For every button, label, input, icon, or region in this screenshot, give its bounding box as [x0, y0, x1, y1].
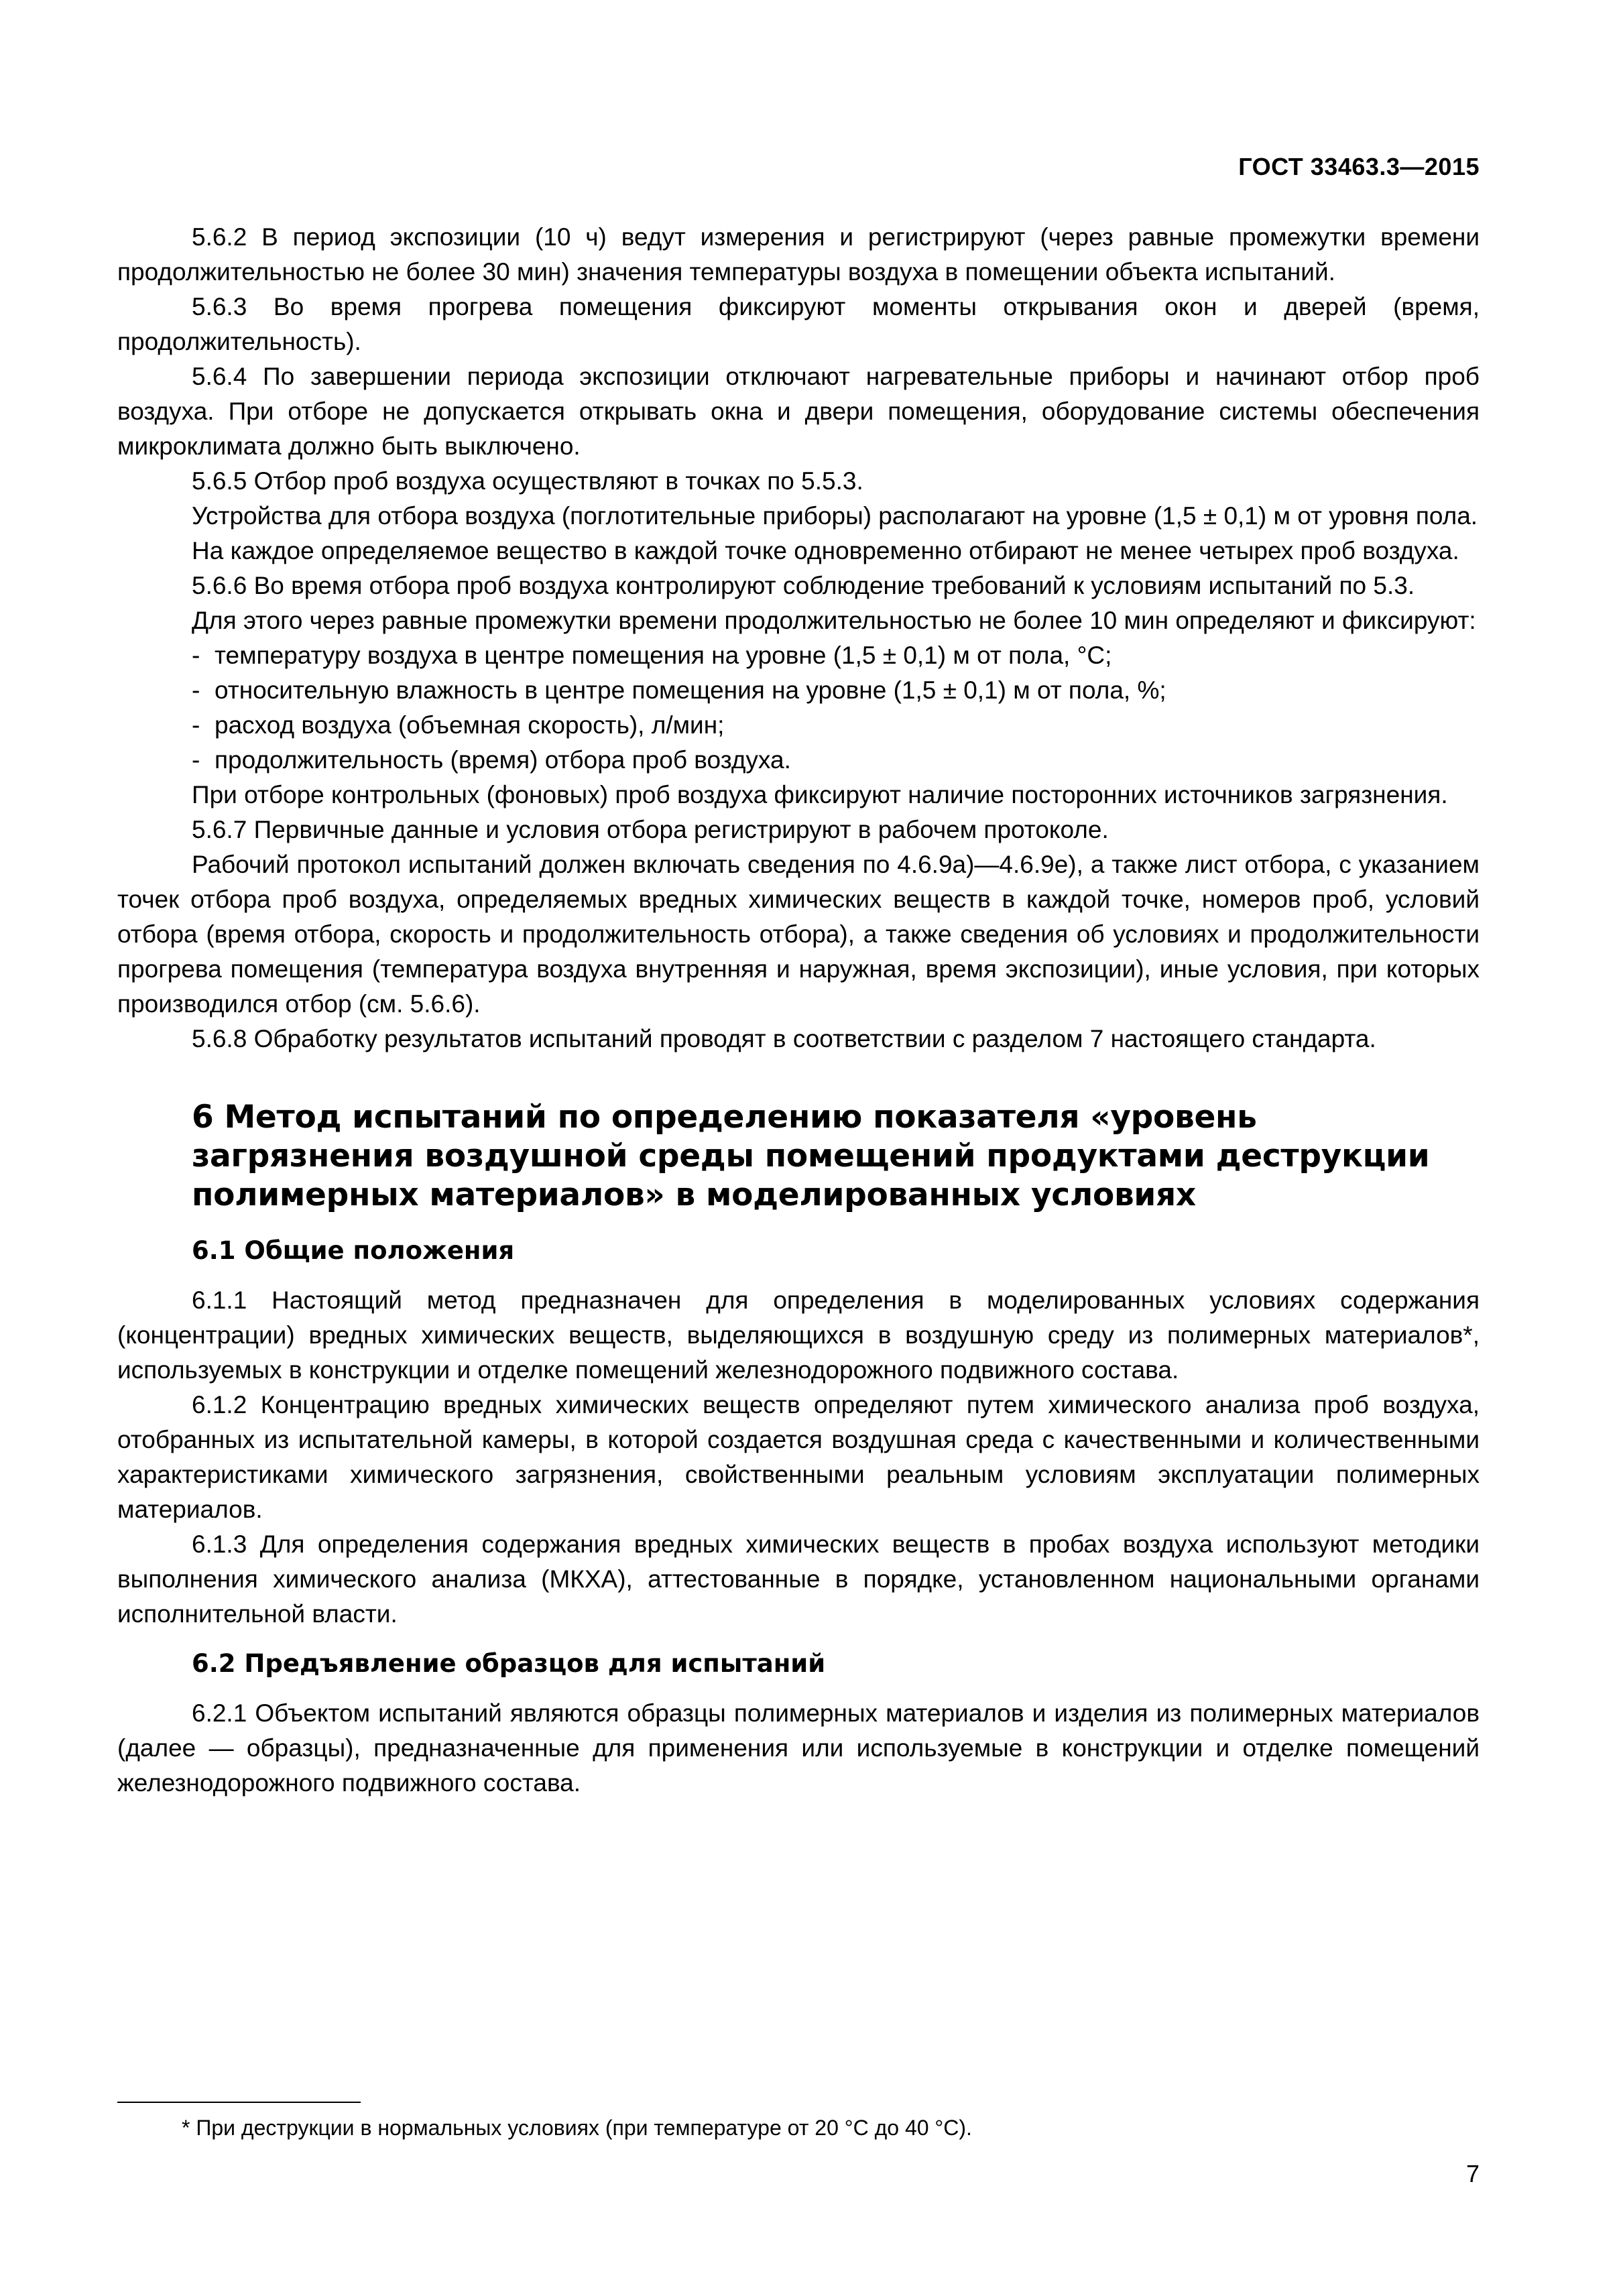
- list-dash: -: [192, 711, 200, 739]
- list-item: - расход воздуха (объемная скорость), л/мин;: [117, 708, 1480, 743]
- paragraph-samples-per-substance: На каждое определяемое вещество в каждой точке одновременно отбирают не менее четырех проб воздуха.: [192, 537, 1459, 564]
- paragraph-6-2-1: 6.2.1 Объектом испытаний являются образцы полимерных материалов и изделия из полимерных материалов (далее — образцы), предназначенные для применения или используемые в конструкции и отделке помещений железнодорожного подвижного состава.: [117, 1699, 1480, 1797]
- page-body: [117, 220, 1480, 1801]
- section-6-heading: 6 Метод испытаний по определению показателя «уровень загрязнения воздушной среды помещений продуктами деструкции полимерных материалов» в моделированных условиях: [192, 1099, 1430, 1213]
- list-dash: -: [192, 746, 200, 774]
- footnote: * При деструкции в нормальных условиях (при температуре от 20 °С до 40 °С).: [182, 2116, 972, 2140]
- paragraph-monitoring-intro: Для этого через равные промежутки времени продолжительностью не более 10 мин определяют и фиксируют:: [192, 607, 1476, 634]
- monitoring-list: [117, 638, 1480, 778]
- footnote-divider: [117, 2102, 361, 2103]
- list-dash: -: [192, 676, 200, 704]
- paragraph-5-6-8: 5.6.8 Обработку результатов испытаний проводят в соответствии с разделом 7 настоящего стандарта.: [192, 1025, 1376, 1052]
- paragraph-working-protocol: Рабочий протокол испытаний должен включать сведения по 4.6.9а)—4.6.9е), а также лист отбора, с указанием точек отбора проб воздуха, определяемых вредных химических веществ в каждой точке, номеров проб, условий отбора (время отбора, скорость и продолжительность отбора), а также сведения об условиях и продолжительности прогрева помещения (температура воздуха внутренняя и наружная, время экспозиции), иные условия, при которых производился отбор (см. 5.6.6).: [117, 851, 1480, 1018]
- paragraph-5-6-3: 5.6.3 Во время прогрева помещения фиксируют моменты открывания окон и дверей (время, продолжительность).: [117, 293, 1480, 355]
- paragraph-sampling-devices: Устройства для отбора воздуха (поглотительные приборы) располагают на уровне (1,5 ± 0,1) м от уровня пола.: [192, 502, 1478, 530]
- paragraph-6-1-1: 6.1.1 Настоящий метод предназначен для определения в моделированных условиях содержания (концентрации) вредных химических веществ, выделяющихся в воздушную среду из полимерных материалов*, используемых в конструкции и отделке помещений железнодорожного подвижного состава.: [117, 1286, 1480, 1384]
- list-item: - относительную влажность в центре помещения на уровне (1,5 ± 0,1) м от пола, %;: [117, 673, 1480, 708]
- paragraph-6-1-3: 6.1.3 Для определения содержания вредных химических веществ в пробах воздуха используют методики выполнения химического анализа (МКХА), аттестованные в порядке, установленном национальными органами исполнительной власти.: [117, 1530, 1480, 1628]
- paragraph-6-1-2: 6.1.2 Концентрацию вредных химических веществ определяют путем химического анализа проб воздуха, отобранных из испытательной камеры, в которой создается воздушная среда с качественными и количественными характеристиками химического загрязнения, свойственными реальным условиям эксплуатации полимерных материалов.: [117, 1391, 1480, 1523]
- subsection-6-1-heading: 6.1 Общие положения: [192, 1236, 515, 1265]
- paragraph-5-6-4: 5.6.4 По завершении периода экспозиции отключают нагревательные приборы и начинают отбор проб воздуха. При отборе не допускается открывать окна и двери помещения, оборудование системы обеспечения микроклимата должно быть выключено.: [117, 363, 1480, 460]
- paragraph-5-6-2: 5.6.2 В период экспозиции (10 ч) ведут измерения и регистрируют (через равные промежутки времени продолжительностью не более 30 мин) значения температуры воздуха в помещении объекта испытаний.: [117, 223, 1480, 286]
- paragraph-5-6-5: 5.6.5 Отбор проб воздуха осуществляют в точках по 5.5.3.: [192, 467, 863, 495]
- list-item: - продолжительность (время) отбора проб воздуха.: [117, 743, 1480, 778]
- paragraph-5-6-7: 5.6.7 Первичные данные и условия отбора регистрируют в рабочем протоколе.: [192, 816, 1109, 843]
- list-dash: -: [192, 642, 200, 669]
- list-item: - температуру воздуха в центре помещения на уровне (1,5 ± 0,1) м от пола, °С;: [117, 638, 1480, 673]
- document-code: ГОСТ 33463.3—2015: [1238, 153, 1480, 180]
- page-number: 7: [1465, 2160, 1480, 2187]
- paragraph-5-6-6: 5.6.6 Во время отбора проб воздуха контролируют соблюдение требований к условиям испытаний по 5.3.: [192, 572, 1415, 599]
- subsection-6-2-heading: 6.2 Предъявление образцов для испытаний: [192, 1649, 826, 1678]
- paragraph-background-samples: При отборе контрольных (фоновых) проб воздуха фиксируют наличие посторонних источников загрязнения.: [192, 781, 1448, 808]
